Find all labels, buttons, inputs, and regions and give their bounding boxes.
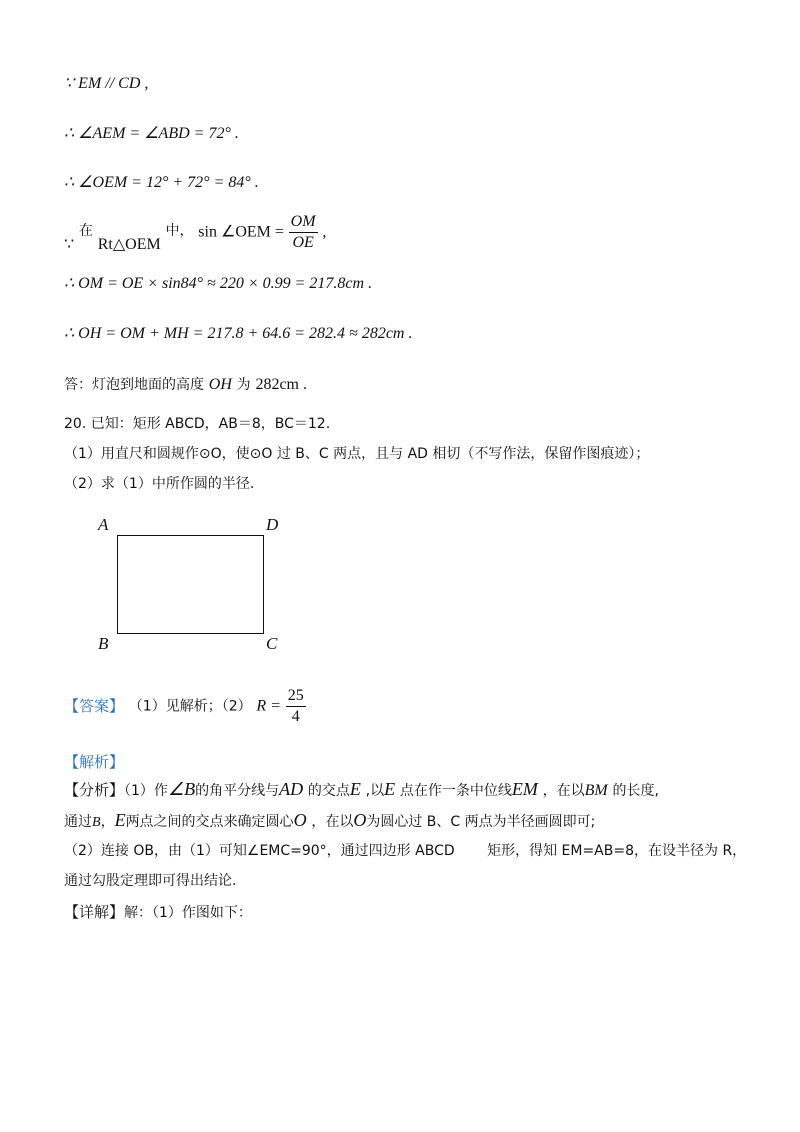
answer-fraction [286, 686, 306, 727]
answer-numerator: 25 [286, 686, 306, 707]
text: ，在以 [311, 814, 354, 830]
math: ∠B [167, 779, 196, 799]
text: ， [100, 814, 115, 830]
because-symbol: ∵ [64, 235, 75, 253]
vertex-label-a: A [98, 515, 109, 534]
math: EM [511, 779, 538, 799]
line-end-comma: , [322, 223, 327, 241]
proof-line-2: ∴ ∠AEM = ∠ABD = 72° . [64, 125, 239, 142]
math: E [114, 810, 126, 830]
answer-text-a: 答：灯泡到地面的高度 [64, 377, 204, 393]
math: O [353, 810, 367, 830]
text: ，在以 [542, 783, 585, 799]
question-20-part-2: （2）求（1）中所作圆的半径. [64, 476, 255, 492]
proof-line-5: ∴ OM = OE × sin84° ≈ 220 × 0.99 = 217.8cm . [64, 275, 373, 292]
math: E [384, 779, 396, 799]
text: 的角平分线与 [195, 783, 280, 799]
fraction-numerator: OM [289, 212, 318, 233]
text: 的长度, [612, 783, 659, 799]
math: E [349, 779, 361, 799]
text: （1）作 [124, 783, 168, 799]
proof-line-4 [64, 212, 326, 256]
math: BM [584, 782, 608, 799]
analysis-line-2 [64, 810, 595, 833]
answer-body: （1）见解析；（2） [128, 698, 252, 715]
answer-text-c: 为 [236, 377, 251, 393]
text: 两点之间的交点来确定圆心 [125, 814, 294, 830]
math: AD [279, 779, 304, 799]
text: 为圆心过 B、C 两点为半径画圆即可; [366, 814, 596, 830]
rectangle-abcd [117, 535, 264, 634]
text-zhong: 中， [165, 222, 194, 239]
text-zai: 在 [78, 222, 93, 239]
text: 点在作一条中位线 [399, 783, 512, 799]
detail-text: 解：（1）作图如下： [124, 905, 252, 921]
answer-value: 282cm . [255, 376, 307, 393]
question-20-title: 20. 已知：矩形 ABCD，AB＝8，BC＝12. [64, 416, 331, 432]
sin-expression: sin ∠OEM = [198, 223, 284, 241]
analysis-line-4: 通过勾股定理即可得出结论. [64, 873, 237, 889]
xiangjie-tag: 【详解】 [64, 903, 125, 921]
answer-denominator: 4 [291, 708, 300, 725]
math: O [293, 810, 307, 830]
question-20-part-1: （1）用直尺和圆规作⊙O，使⊙O 过 B、C 两点，且与 AD 相切（不写作法，保留作图痕迹）； [64, 446, 650, 462]
analysis-line-3: （2）连接 OB，由（1）可知∠EMC=90°，通过四边形 ABCD 矩形，得知 EM=AB=8，在设半径为 R， [64, 843, 747, 859]
answer-tag: 【答案】 [64, 696, 125, 715]
fraction-denominator: OE [292, 234, 314, 251]
answer-line [64, 374, 307, 395]
answer-section [64, 686, 306, 730]
analysis-tag: 【解析】 [64, 753, 125, 771]
fraction-om-oe [289, 212, 318, 253]
text: ,以 [365, 783, 385, 799]
proof-line-6: ∴ OH = OM + MH = 217.8 + 64.6 = 282.4 ≈ 282cm . [64, 325, 413, 342]
text: 通过 [64, 814, 92, 830]
answer-oh: OH [208, 376, 232, 393]
math: B [92, 815, 101, 830]
vertex-label-d: D [266, 515, 279, 534]
analysis-line-1 [64, 779, 659, 801]
triangle-name: Rt△OEM [97, 235, 161, 253]
vertex-label-b: B [98, 634, 109, 653]
fenxi-tag: 【分析】 [64, 781, 125, 799]
vertex-label-c: C [266, 634, 278, 653]
proof-line-3: ∴ ∠OEM = 12° + 72° = 84° . [64, 174, 259, 191]
text: 的交点 [307, 783, 350, 799]
detail-line [64, 902, 252, 923]
answer-r: R = [256, 697, 281, 715]
proof-line-1: ∵ EM // CD , [64, 75, 149, 92]
